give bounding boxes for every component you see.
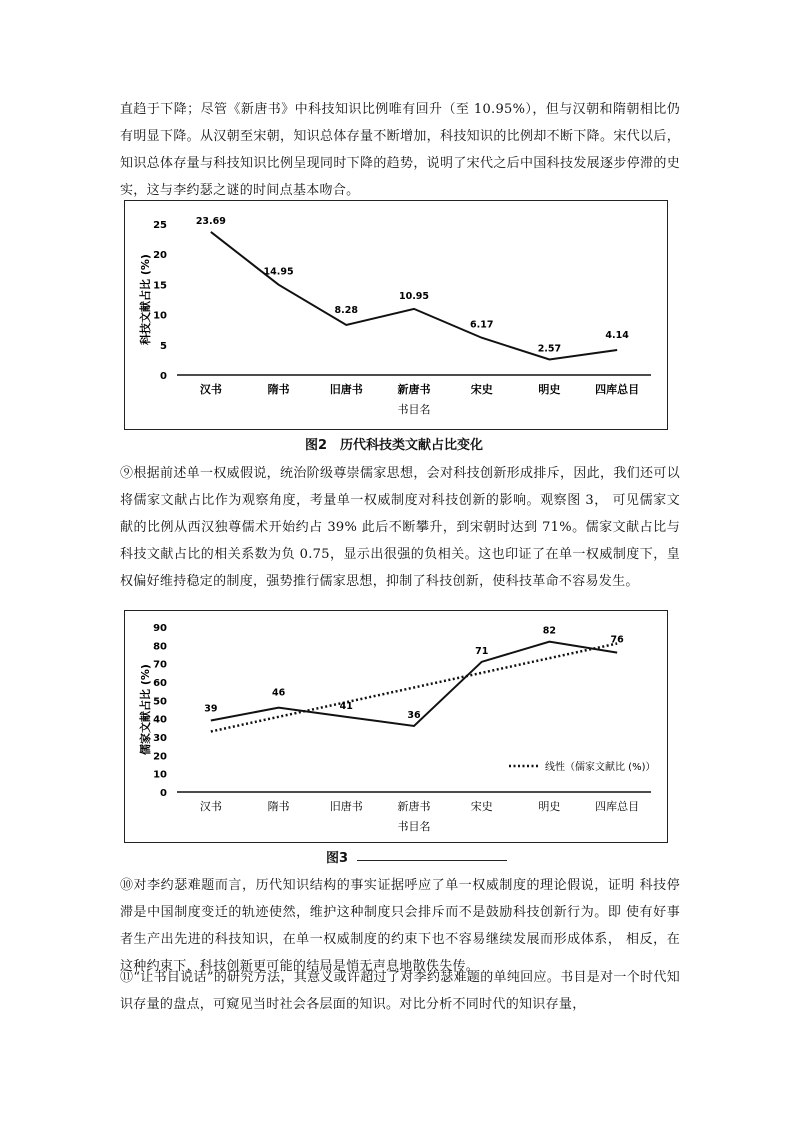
y-tick-label: 80 xyxy=(153,641,167,653)
paragraph-10: ⑩对李约瑟难题而言，历代知识结构的事实证据呼应了单一权威制度的理论假说，证明 科技停滞是中国制度变迁的轨迹使然，维护这种制度只会排斥而不是鼓励科技创新行为。即 使有好事者生产出先进的科技知识，在单一权威制度的约束下也不容易继续发展而形成体系， 相反，在这种约束下，科技创新更可能的结局是悄无声息地散佚失传。 xyxy=(120,878,680,974)
figure-3-caption: 图3 xyxy=(326,851,349,866)
x-tick-label: 明史 xyxy=(538,383,561,396)
data-label: 4.14 xyxy=(605,329,629,341)
chart-2-svg xyxy=(125,201,667,429)
y-axis-title: 科技文献占比 (%) xyxy=(139,254,152,345)
paragraph-11: ⑪“让书目说话”的研究方法，其意义或许超过了对李约瑟难题的单纯回应。书目是对一个时代知识存量的盘点，可窥见当时社会各层面的知识。对比分析不同时代的知识存量， xyxy=(120,970,680,1012)
y-tick-label: 40 xyxy=(153,714,167,726)
y-tick-label: 20 xyxy=(153,751,167,763)
legend-label: 线性（儒家文献比 (%)） xyxy=(545,762,656,773)
y-tick-label: 10 xyxy=(153,310,167,322)
data-label: 8.28 xyxy=(334,304,359,316)
y-tick-label: 5 xyxy=(160,340,167,352)
x-tick-label: 四库总目 xyxy=(595,383,640,396)
data-label: 36 xyxy=(407,710,421,721)
data-label: 71 xyxy=(475,645,489,657)
y-tick-label: 60 xyxy=(153,678,167,689)
data-label: 46 xyxy=(271,687,286,699)
x-tick-label: 汉书 xyxy=(199,383,222,396)
x-tick-label: 宋史 xyxy=(470,800,493,813)
chart-3-svg xyxy=(125,611,667,842)
y-tick-label: 70 xyxy=(153,659,167,671)
x-tick-label: 隋书 xyxy=(267,800,290,813)
x-tick-label: 旧唐书 xyxy=(329,800,363,813)
data-label: 41 xyxy=(339,700,353,712)
x-tick-label: 明史 xyxy=(538,800,561,813)
y-tick-label: 15 xyxy=(153,280,167,292)
figure-3-blank-line xyxy=(357,860,507,861)
x-axis-title: 书目名 xyxy=(397,403,431,416)
y-axis-title: 儒家文献占比 (%) xyxy=(139,664,152,755)
x-tick-label: 四库总目 xyxy=(595,800,640,813)
figure-2-caption: 图2 历代科技类文献占比变化 xyxy=(305,438,484,453)
y-tick-label: 30 xyxy=(153,733,167,744)
x-tick-label: 新唐书 xyxy=(397,383,431,396)
data-label: 76 xyxy=(610,634,624,646)
x-tick-label: 新唐书 xyxy=(397,800,431,813)
y-tick-label: 20 xyxy=(153,250,167,262)
y-tick-label: 90 xyxy=(153,623,167,634)
x-tick-label: 旧唐书 xyxy=(329,383,363,396)
figure-2-chart xyxy=(124,200,668,430)
x-tick-label: 宋史 xyxy=(470,383,493,396)
data-label: 10.95 xyxy=(398,290,430,302)
data-label: 14.95 xyxy=(263,266,294,278)
data-label: 2.57 xyxy=(537,343,562,355)
x-axis-title: 书目名 xyxy=(397,820,431,833)
x-tick-label: 隋书 xyxy=(267,383,290,396)
paragraph-9: ⑨根据前述单一权威假说，统治阶级尊崇儒家思想，会对科技创新形成排斥，因此，我们还可以将儒家文献占比作为观察角度，考量单一权威制度对科技创新的影响。观察图 3， 可见儒家文献的比例从西汉独尊儒术开始约占 39% 此后不断攀升，到宋朝时达到 71%。儒家文献占比与科技文献占比的相关系数为负 0.75，显示出很强的负相关。这也印证了在单一权威制度下，皇权偏好维持稳定的制度，强势推行儒家思想，抑制了科技创新，使科技革命不容易发生。 xyxy=(120,466,680,589)
x-tick-label: 汉书 xyxy=(199,800,222,813)
data-label: 39 xyxy=(204,703,218,715)
y-tick-label: 0 xyxy=(160,788,167,799)
y-tick-label: 10 xyxy=(153,769,167,781)
y-tick-label: 25 xyxy=(153,220,167,231)
data-label: 82 xyxy=(542,625,557,637)
y-tick-label: 0 xyxy=(160,371,167,382)
paragraph-top: 直趋于下降；尽管《新唐书》中科技知识比例唯有回升（至 10.95%），但与汉朝和隋朝相比仍有明显下降。从汉朝至宋朝，知识总体存量不断增加，科技知识的比例却不断下降。宋代以后，知识总体存量与科技知识比例呈现同时下降的趋势，说明了宋代之后中国科技发展逐步停滞的史实，这与李约瑟之谜的时间点基本吻合。 xyxy=(120,102,680,198)
y-tick-label: 50 xyxy=(153,696,167,708)
data-label: 23.69 xyxy=(195,215,226,227)
data-label: 6.17 xyxy=(469,319,494,331)
figure-3-chart xyxy=(124,610,668,843)
